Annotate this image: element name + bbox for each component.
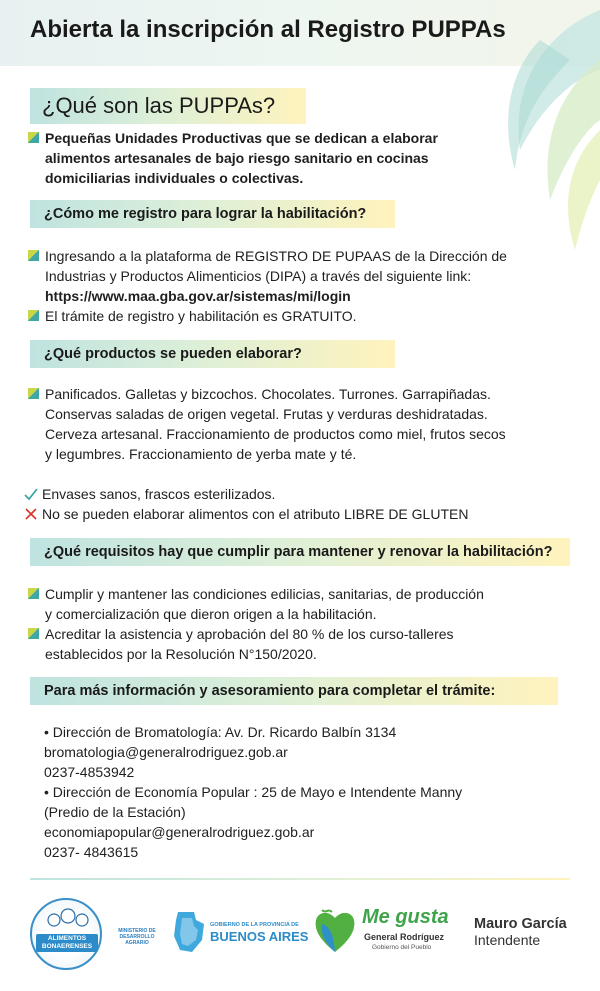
list-item: alimentos artesanales de bajo riesgo sanitario en cocinas bbox=[45, 150, 429, 166]
page-title: Abierta la inscripción al Registro PUPPAs bbox=[30, 16, 506, 43]
contact-line: (Predio de la Estación) bbox=[44, 804, 186, 820]
cross-icon bbox=[24, 506, 38, 522]
list-item: establecidos por la Resolución N°150/2020. bbox=[45, 646, 317, 662]
list-item: Pequeñas Unidades Productivas que se dedican a elaborar bbox=[28, 128, 438, 148]
bullet-square-icon bbox=[28, 250, 39, 261]
heading-what-are-puppas: ¿Qué son las PUPPAs? bbox=[30, 88, 306, 124]
heart-icon bbox=[312, 906, 358, 956]
bullet-square-icon bbox=[28, 132, 39, 143]
list-item bbox=[28, 286, 507, 306]
alimentos-bonaerenses-logo bbox=[30, 898, 102, 970]
list-item: Cerveza artesanal. Fraccionamiento de productos como miel, frutos secos bbox=[45, 426, 506, 442]
heading-products: ¿Qué productos se pueden elaborar? bbox=[30, 340, 395, 368]
list-item: y comercialización que dieron origen a la habilitación. bbox=[45, 606, 377, 622]
contact-info bbox=[44, 722, 462, 862]
bullet-square-icon bbox=[28, 388, 39, 399]
bullet-square-icon bbox=[28, 628, 39, 639]
mayor-signature: Mauro García Intendente bbox=[474, 916, 567, 948]
allowed-forbidden-list bbox=[24, 484, 468, 524]
contact-phone: 0237- 4843615 bbox=[44, 844, 139, 860]
list-item: Conservas saladas de origen vegetal. Frutas y verduras deshidratadas. bbox=[45, 406, 488, 422]
contact-email-bromatologia[interactable]: bromatologia@generalrodriguez.gob.ar bbox=[44, 744, 288, 760]
alimentos-banner: ALIMENTOS BONAERENSES bbox=[36, 934, 98, 952]
footer-logos bbox=[0, 890, 600, 990]
buenos-aires-logo: GOBIERNO DE LA PROVINCIA DE BUENOS AIRES bbox=[172, 910, 302, 954]
list-item: Envases sanos, frascos esterilizados. bbox=[24, 484, 468, 504]
check-icon bbox=[24, 486, 38, 502]
list-item: y legumbres. Fraccionamiento de yerba mate y té. bbox=[45, 446, 357, 462]
list-item: Industrias y Productos Alimenticios (DIPA) a través del siguiente link: bbox=[45, 268, 472, 284]
list-item: Ingresando a la plataforma de REGISTRO DE PUPAAS de la Dirección de bbox=[28, 246, 507, 266]
footer-divider bbox=[30, 878, 570, 880]
list-item: domiciliarias individuales o colectivas. bbox=[45, 170, 304, 186]
list-item: Acreditar la asistencia y aprobación del 80 % de los curso-talleres bbox=[28, 624, 484, 644]
contact-line: • Dirección de Bromatología: Av. Dr. Ricardo Balbín 3134 bbox=[44, 724, 397, 740]
heading-how-register: ¿Cómo me registro para lograr la habilitación? bbox=[30, 200, 395, 228]
list-item: Cumplir y mantener las condiciones edilicias, sanitarias, de producción bbox=[28, 584, 484, 604]
bullet-square-icon bbox=[28, 588, 39, 599]
heading-more-info: Para más información y asesoramiento para completar el trámite: bbox=[30, 677, 558, 705]
vegetables-icon bbox=[42, 906, 94, 932]
list-item: No se pueden elaborar alimentos con el atributo LIBRE DE GLUTEN bbox=[24, 504, 468, 524]
contact-line: • Dirección de Economía Popular : 25 de Mayo e Intendente Manny bbox=[44, 784, 463, 800]
requirements-list bbox=[28, 584, 484, 664]
registration-link[interactable]: https://www.maa.gba.gov.ar/sistemas/mi/login bbox=[45, 288, 351, 304]
bullet-square-icon bbox=[28, 310, 39, 321]
ministerio-logo: MINISTERIO DE DESARROLLO AGRARIO bbox=[118, 928, 156, 946]
contact-email-economia[interactable]: economiapopular@generalrodriguez.gob.ar bbox=[44, 824, 315, 840]
what-description bbox=[28, 128, 438, 188]
products-list bbox=[28, 384, 506, 464]
register-list bbox=[28, 246, 507, 326]
list-item: Panificados. Galletas y bizcochos. Chocolates. Turrones. Garrapiñadas. bbox=[28, 384, 506, 404]
list-item: El trámite de registro y habilitación es GRATUITO. bbox=[28, 306, 507, 326]
contact-phone: 0237-4853942 bbox=[44, 764, 135, 780]
me-gusta-logo: Me gusta General Rodríguez Gobierno del Pueblo bbox=[312, 902, 462, 968]
heading-requirements: ¿Qué requisitos hay que cumplir para mantener y renovar la habilitación? bbox=[30, 538, 570, 566]
province-map-icon bbox=[172, 910, 206, 954]
